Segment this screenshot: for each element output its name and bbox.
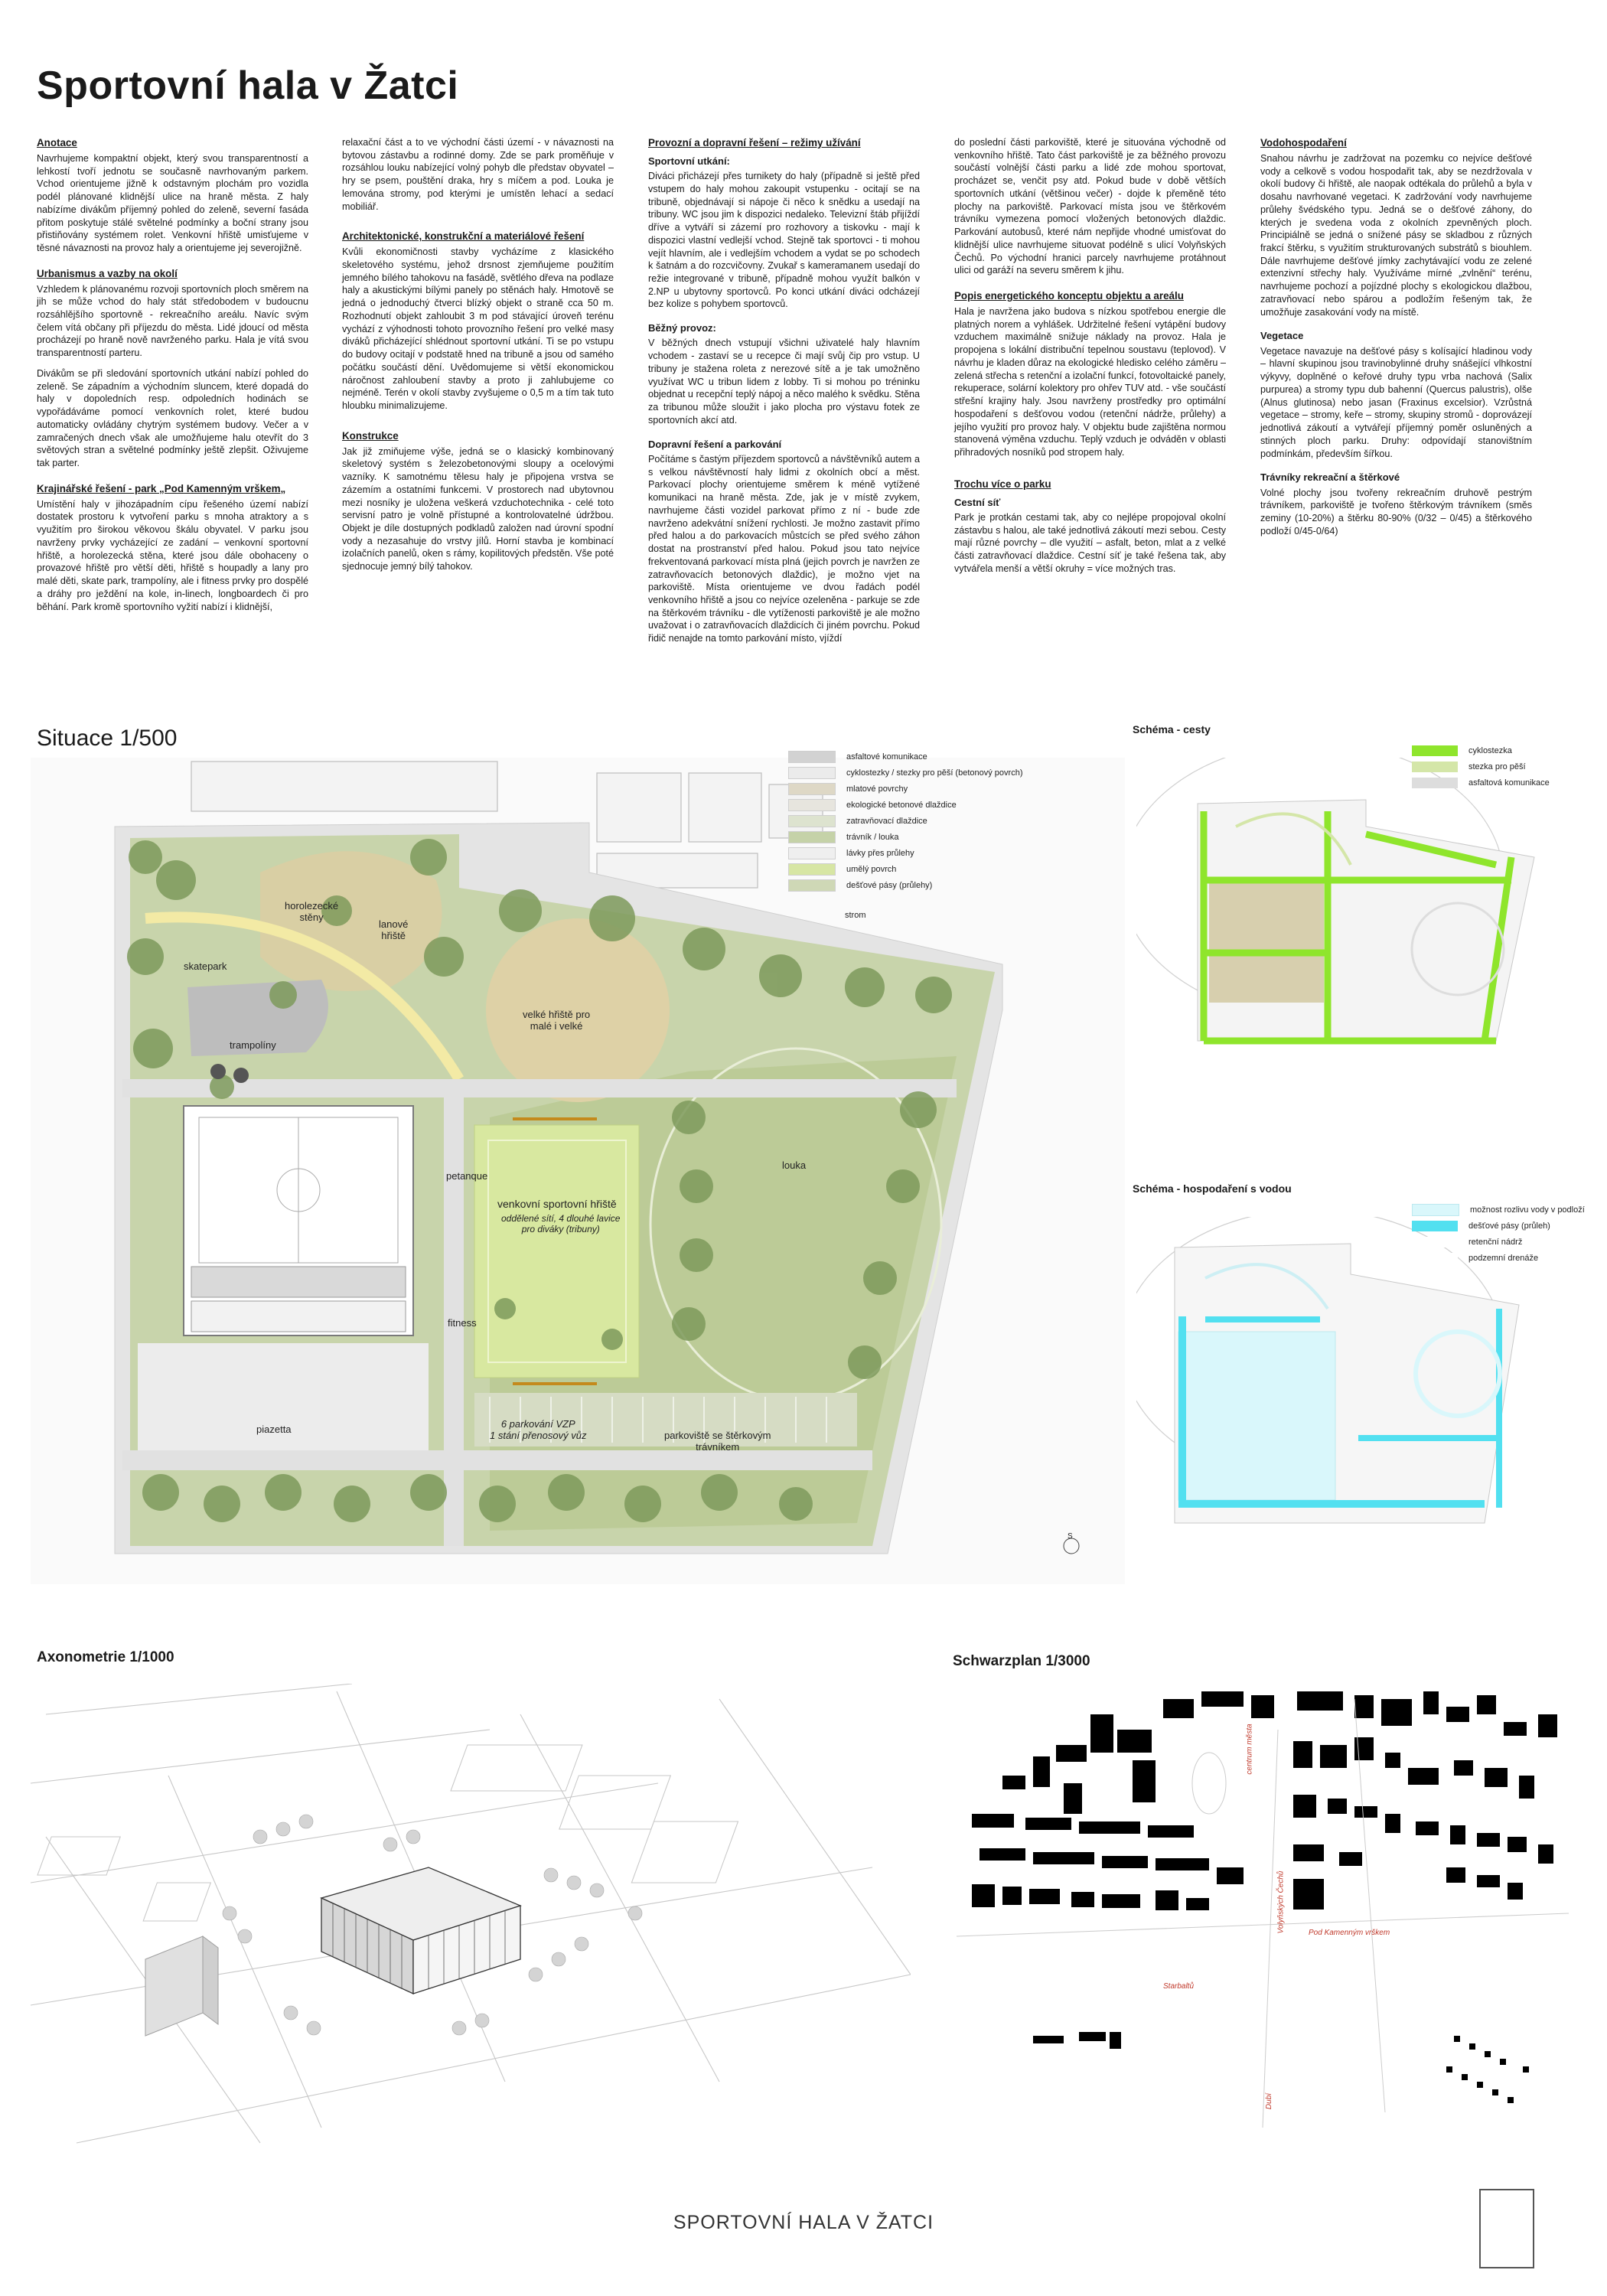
paragraph-urbanismus-1: Vzhledem k plánovanému rozvoji sportovních ploch směrem na jih se může vchod do haly stát středobodem v budoucnu rozsáhlějšího sportovně - rekreačního areálu. Navíc svým čelem vítá občany při příjezdu do města. Lidé jdoucí od města procházejí po hraně nově navrženého parku. Hala je vítá svou transparentností parteru. bbox=[37, 283, 308, 359]
page-title: Sportovní hala v Žatci bbox=[37, 64, 459, 108]
legend-swatch bbox=[788, 767, 836, 779]
legend-swatch bbox=[1412, 778, 1458, 788]
hall-axonometric bbox=[321, 1867, 520, 1994]
label-horolezecke: horolezecké stěny bbox=[285, 900, 339, 923]
paragraph-urbanismus-2: Divákům se při sledování sportovních utkání nabízí pohled do zeleně. Se západním a východním sluncem, které dopadá do haly v dopoledních resp. odpoledních hodinách se vypořádáváme pomocí venkovních rolet, které budou automaticky ovládány chytrým systémem budovy. Večer a v zamračených dnech však ale umožňujeme halu otevřít do 3 světových stran a světelné podmínky ještě zlepšit. Oživujeme tak parter. bbox=[37, 367, 308, 469]
heading-krajinarske: Krajinářské řešení - park „Pod Kamenným vrškem„ bbox=[37, 482, 286, 494]
legend-swatch bbox=[788, 831, 836, 843]
schema-cesty-legend bbox=[1412, 742, 1550, 791]
label-venkovni-hriste-sub: oddělené sítí, 4 dlouhé lavice pro diváky (tribuny) bbox=[501, 1213, 621, 1234]
legend-swatch bbox=[1412, 745, 1458, 756]
legend-item: možnost rozlivu vody v podloží bbox=[1412, 1202, 1585, 1218]
heading-dopravni: Dopravní řešení a parkování bbox=[648, 438, 782, 450]
label-velke-hriste: velké hřiště pro malé i velké bbox=[523, 1009, 591, 1032]
legend-item: podzemní drenáže bbox=[1412, 1250, 1585, 1266]
heading-trochu-vice: Trochu více o parku bbox=[954, 478, 1051, 490]
legend-swatch bbox=[788, 863, 836, 876]
legend-item: mlatové povrchy bbox=[788, 781, 1022, 797]
heading-energeticky: Popis energetického konceptu objektu a areálu bbox=[954, 290, 1184, 302]
legend-item: asfaltové komunikace bbox=[788, 748, 1022, 765]
label-parkoviste: parkoviště se štěrkovým trávníkem bbox=[664, 1430, 771, 1453]
stamp-box bbox=[1479, 2189, 1534, 2268]
legend-swatch bbox=[1412, 1237, 1458, 1247]
paragraph-cestni-sit: Park je protkán cestami tak, aby co nejlépe propojoval okolní zástavbu s halou, ale také jednotlivá zákoutí mezi sebou. Cesty mají různé povrchy – dle využití – asfalt, beton, mlat a z velké části zatravňovací dlaždice. Cestní síť je také řešena tak, aby vytvářela menší a větší okruhy = více možných tras. bbox=[954, 511, 1226, 574]
paragraph-energeticky: Hala je navržena jako budova s nízkou spotřebou energie dle platných norem a vyhlášek. Udržitelné řešení vytápění budovy vzduchem maximálně snižuje náklady na provoz. Hala je propojena s lokální distribuční tepelnou soustavu (teplovod). V návrhu je kladen důraz na ekologické hledisko celého záměru – zelená střecha s retenční a izolační funkcí, fotovoltaické panely, rekuperace, solární kolektory pro ohřev TUV atd. - vše součástí střešní krajiny haly. Jsou navrženy prostředky pro optimální hospodaření s dešťovou vodou (retenční nádrže, průlehy) a jejího využití pro provoz haly. V objektu bude zajištěna normou stanovená výměna vzduchu. Teplý vzduch je odváděn v oblasti přihradových nosníků pod stropem haly. bbox=[954, 305, 1226, 458]
label-parkovani-vzp: 6 parkování VZP 1 stání přenosový vůz bbox=[490, 1418, 587, 1441]
paragraph-architektonicke: Kvůli ekonomičnosti stavby vycházíme z klasického skeletového systému, jehož drsnost zjemňujeme použitím jemného bílého tahokovu na fasádě, světlého dřeva na podlaze haly a akustickými bílými panely po stěnách haly. Hmotově se jedná o jednoduchý čtverci blízký objekt o straně cca 50 m. Rozhodnutí objekt zahloubit 3 m pod stávající úroveň terénu vychází z výhodnosti tohoto provozního řešení pro velké masy diváků přicházející shlédnout sportovní utkání. Ti se po vstupu do budovy ocitají v podstatě hned na tribuně a jsou od samého počátku součástí dění. Uvědomujeme si větší ekonomickou náročnost zahloubení stavby a proto ji zahlubujeme co nejméně. Terén v okolí stavby zvyšujeme o 0,5 m a tím tak tuto hloubku minimalizujeme. bbox=[342, 246, 614, 412]
label-lanove: lanové hřiště bbox=[379, 918, 409, 941]
street-label: Dubí bbox=[1265, 2092, 1274, 2110]
legend-swatch bbox=[788, 815, 836, 827]
label-fitness: fitness bbox=[448, 1317, 477, 1329]
legend-swatch bbox=[1412, 1253, 1458, 1264]
trampoline-marker bbox=[233, 1068, 249, 1083]
legend-item: zatravňovací dlaždice bbox=[788, 813, 1022, 829]
legend-item: dešťové pásy (průleh) bbox=[1412, 1218, 1585, 1234]
paragraph-parkovani-continued: do poslední části parkoviště, které je situována východně od venkovního hřiště. Tato část parkoviště je za běžného provozu součástí volnější části parku a lidé zde mohou sportovat, procházet se, venčit psy atd. Pokud bude v době větších sportovních utkání (většinou večer) - dojde k přeměně této plochy na parkoviště. Parkovací místa jsou ve štěrkovém trávníku vymezena pomocí vložených betonových dlaždic. Parkování autobusů, které nám nepřijde vhodné umisťovat do klidnější ulice navrhujeme situovat podélně s ulicí Volyňských Čechů. Po východní hranici parcely navrhujeme protáhnout ulici od garáží na severu směrem k jihu. bbox=[954, 137, 1226, 276]
text-column-4 bbox=[954, 136, 1226, 583]
paragraph-anotace: Navrhujeme kompaktní objekt, který svou transparentností a lehkostí tvoří jednotu se současně navrhovaným parkem. Vchod orientujeme jižně k odstavným plochám pro vozidla podél plánované klidnější ulice na hraně města. Z haly nabízíme divákům příjemný pohled do zeleně, severní fasáda přitom poskytuje stálé světelné podmínky a boční strany jsou přistiňovány systémem rolet. Venkovní hřiště umisťujeme v těsné návaznosti na provoz haly a orientujeme jej severojižně. bbox=[37, 152, 308, 253]
heading-sportovni-utkani: Sportovní utkání: bbox=[648, 155, 730, 167]
text-column-2 bbox=[342, 136, 614, 581]
paragraph-vegetace: Vegetace navazuje na dešťové pásy s kolísající hladinou vody – hlavní skupinou jsou travinobylinné druhy snášející vlhkostní výkyvy, doplněné o keřové druhy typu vrba nachová (Salix purpurea) a stromy typu dub bahenní (Quercus palustris), olše (Alnus glutinosa) nebo jasan (Fraxinus excelsior). Vzrůstná vegetace – stromy, keře – stromy, skupiny stromů - doprovázejí jednotlivá zákoutí a vytvářejí příjemný poměr osluněných a stinných ploch parku. Druhy: odpovídají stanovištním podmínkám, především šířkou. bbox=[1260, 345, 1532, 459]
schema-cesty-diagram bbox=[1136, 758, 1565, 1087]
situace-legend bbox=[788, 748, 1022, 923]
text-column-5 bbox=[1260, 136, 1532, 545]
label-skatepark: skatepark bbox=[184, 960, 227, 972]
legend-swatch bbox=[788, 847, 836, 859]
legend-item: lávky přes průlehy bbox=[788, 845, 1022, 861]
schwarzplan-buildings bbox=[972, 1691, 1557, 2103]
label-trampoliny: trampolíny bbox=[230, 1039, 276, 1051]
legend-item: cyklostezky / stezky pro pěší (betonový povrch) bbox=[788, 765, 1022, 781]
heading-vodohospodareni: Vodohospodaření bbox=[1260, 137, 1347, 148]
trampoline-marker bbox=[210, 1064, 226, 1079]
schema-voda-title: Schéma - hospodaření s vodou bbox=[1133, 1182, 1292, 1195]
legend-item: trávník / louka bbox=[788, 829, 1022, 845]
legend-swatch bbox=[788, 751, 836, 763]
legend-item: asfaltová komunikace bbox=[1412, 775, 1550, 791]
footer-title: SPORTOVNÍ HALA V ŽATCI bbox=[673, 2212, 934, 2233]
axonometrie-title: Axonometrie 1/1000 bbox=[37, 1649, 174, 1665]
street-label: Volyňských Čechů bbox=[1276, 1870, 1286, 1934]
legend-item: stezka pro pěší bbox=[1412, 758, 1550, 775]
paragraph-park-continued: relaxační část a to ve východní části území - v návaznosti na bytovou zástavbu a rodinné domy. Zde se park proměňuje v rozsáhlou louku nabízející volný pohyb dle představ obyvatel – hry se psem, pouštění draka, hry s míčem a pod. Louka je lemována stromy, pod kterými je umístěn lehací a sedací mobiliář. bbox=[342, 137, 614, 212]
heading-bezny-provoz: Běžný provoz: bbox=[648, 322, 716, 334]
schema-voda-legend bbox=[1412, 1202, 1585, 1266]
heading-travniky: Trávníky rekreační a štěrkové bbox=[1260, 471, 1400, 484]
legend-swatch bbox=[788, 799, 836, 811]
label-north: S bbox=[1068, 1532, 1073, 1541]
text-column-1 bbox=[37, 136, 308, 621]
paragraph-vodohospodareni: Snahou návrhu je zadržovat na pozemku co nejvíce dešťové vody a celkově s vodou hospodařit tak, aby se nezdržovala v okolí budovy či hřiště, ale naopak odtékala do průlehů a byla v dosahu navrhované vegetaci. K zadržování vody navrhujeme průlehy švédského typu. Jedná se o dešťové záhony, do kterých je svedena voda z okolních zpevněných ploch. Principiálně se jedná o snížené pásy se skladbou z různých frakcí štěrku, s využitím strukturovaných substrátů s biouhlem. Dále navrhujeme dešťové jímky zachytávající vodu ze zelené extenzivní střechy haly. Využíváme mírné „zvlnění“ terénu, navrhujeme pochozí a pojízdné plochy s ekologickou dlažbou, zatravňovací nebo spárou a podložím řešeným tak, že umožňuje zasakování vody na místě. bbox=[1260, 152, 1532, 318]
situace-title: Situace 1/500 bbox=[37, 726, 178, 751]
text-column-3 bbox=[648, 136, 920, 653]
street-label: Starbaltů bbox=[1163, 1982, 1195, 1991]
label-petanque: petanque bbox=[446, 1170, 488, 1182]
label-venkovni-hriste: venkovní sportovní hřiště bbox=[497, 1198, 617, 1210]
legend-item: ekologické betonové dlaždice bbox=[788, 797, 1022, 813]
paragraph-bezny-provoz: V běžných dnech vstupují všichni uživatelé haly hlavním vchodem - zastaví se u recepce či mají svůj čip pro vstup. U tribuny je stažena roleta z nerezové sítě a je tak umožněno využívat WC u tribun lidem z lobby. Ti si mohou po tréninku objednat u recepční teplý nápoj a něco malého k svědku. Stěna za tribunou může sloužit i jako plocha pro výstavu fotek ze sportovních akcí atd. bbox=[648, 338, 920, 426]
street-label: Pod Kamenným vrškem bbox=[1309, 1929, 1390, 1937]
legend-item: strom bbox=[845, 910, 866, 920]
heading-provozni: Provozní a dopravní řešení – režimy užívání bbox=[648, 137, 861, 148]
heading-vegetace: Vegetace bbox=[1260, 330, 1304, 342]
schwarzplan-map bbox=[957, 1684, 1569, 2128]
paragraph-sportovni-utkani: Diváci přicházejí přes turnikety do haly (případně si ještě před vstupem do haly mohou zakoupit vstupenku - ocitají se na tribuně, objednávají si nápoje či něco k snědku a usedají na tribuny. WC jsou jim k dispozici nedaleko. Televizní štáb přijíždí dříve a vytváří si zázemí pro rozhovory a tiskovku - mají k dispozici vlastní vedlejší vchod. Stejně tak sportovci - ti mohou vejít hlavním, ale i vedlejším vchodem a vydat se po schodech k šatnám a do rozcvičovny. Zvukař s kameramanem usedají do režie integrované v tribuně, případně mohou využít balkón v 2.NP u ubytovny sportovců. Po konci utkání diváci odcházejí bez kolize s pohybem sportovců. bbox=[648, 171, 920, 310]
legend-item: cyklostezka bbox=[1412, 742, 1550, 758]
schwarzplan-title: Schwarzplan 1/3000 bbox=[953, 1653, 1090, 1669]
paragraph-travniky: Volné plochy jsou tvořeny rekreačním druhově pestrým trávníkem, parkoviště je tvořeno štěrkovým trávníkem (směs zeminy (10-20%) a štěrku 80-90% (0/32 – 0/45) a štěrkového podloží 0/45-0/64) bbox=[1260, 487, 1532, 536]
label-louka: louka bbox=[782, 1159, 807, 1171]
legend-swatch bbox=[1412, 762, 1458, 772]
legend-swatch bbox=[1412, 1221, 1458, 1231]
legend-item: retenční nádrž bbox=[1412, 1234, 1585, 1250]
paragraph-krajinarske: Umístění haly v jihozápadním cípu řešeného území nabízí dostatek prostoru k vytvoření parku s mnoha atraktory a s využitím pro širokou věkovou škálu obyvatel. V parku jsou navrženy prvky vycházející ze zadání – venkovní sportovní hřiště, a horolezecká stěna, které jsou dále obohaceny o provazové hřiště pro větší děti, hřiště s houpadly a lany pro malé děti, skate park, trampolíny, ale i fitness prvky pro dospělé a dráhy pro ježdění na kole, in-linech, longboardech či pro běhání. Park kromě sportovního vyžití nabízí i klidnější, bbox=[37, 498, 308, 612]
paragraph-dopravni: Počítáme s častým příjezdem sportovců a návštěvníků autem a s velkou návštěvností haly lidmi z okolních obcí a měst. Parkovací plochy orientujeme směrem k méně vytížené komunikaci na hraně města. Zde, jak je v místě zvykem, navrhujeme části vozidel parkovat přímo z ní - bude zde navrženo adekvátní snížení rychlosti. Je možno zastavit přímo před halou a do parkovacích můstcích se před svého záhon dostat na prostranství před halou. Pokud jsou tato nejvíce frekventovaná parkovací místa plná (jejich povrch je navržen ze zatravňovacích betonových dlaždic), je možno vjet na parkoviště. Místa orientujeme ve dvou řadách podél venkovního hřiště a jsou co nejvíce ozeleněna - parkuje se zde na štěrkovém trávníku - dle vytíženosti parkoviště je ale možno uvažovat i o zatravňovacích dlaždicích či jiném povrchu. Pokud řidič nenajde na tomto parkování místo, vjíždí bbox=[648, 453, 920, 644]
heading-cestni-sit: Cestní síť bbox=[954, 496, 1001, 508]
street-label: centrum města bbox=[1245, 1724, 1254, 1775]
schema-cesty-title: Schéma - cesty bbox=[1133, 723, 1211, 735]
paragraph-konstrukce: Jak již zmiňujeme výše, jedná se o klasický kombinovaný skeletový systém s železobetonovými sloupy a ocelovými vazníky. K samotnému tělesu haly je připojena vrstva se zázemím a ostatními funkcemi. V prostorech nad ubytovnou mezi nosníky je uložena veškerá vzduchotechnika - celé toto servisní patro je volně přístupné a kontrolovatelné údržbou. Objekt je díle dostupných podkladů založen nad úrovní spodní vody a nezasahuje do vrstvy jílů. Horní stavba je kombinací izolačních panelů, oken s rámy, kopilitových předstěn. Vše poté sjednocuje jemný bílý tahokov. bbox=[342, 445, 614, 572]
heading-urbanismus: Urbanismus a vazby na okolí bbox=[37, 267, 178, 279]
heading-architektonicke: Architektonické, konstrukční a materiálové řešení bbox=[342, 230, 585, 243]
sports-hall-footprint bbox=[1293, 1879, 1324, 1910]
legend-swatch bbox=[1412, 1204, 1459, 1216]
axonometrie-drawing bbox=[31, 1684, 911, 2158]
legend-swatch bbox=[788, 879, 836, 892]
schema-voda-diagram bbox=[1136, 1217, 1565, 1554]
heading-anotace: Anotace bbox=[37, 137, 77, 148]
label-piazetta: piazetta bbox=[256, 1424, 292, 1435]
legend-item: umělý povrch bbox=[788, 861, 1022, 877]
heading-konstrukce: Konstrukce bbox=[342, 429, 399, 442]
legend-swatch bbox=[788, 783, 836, 795]
legend-item: dešťové pásy (průlehy) bbox=[788, 877, 1022, 893]
